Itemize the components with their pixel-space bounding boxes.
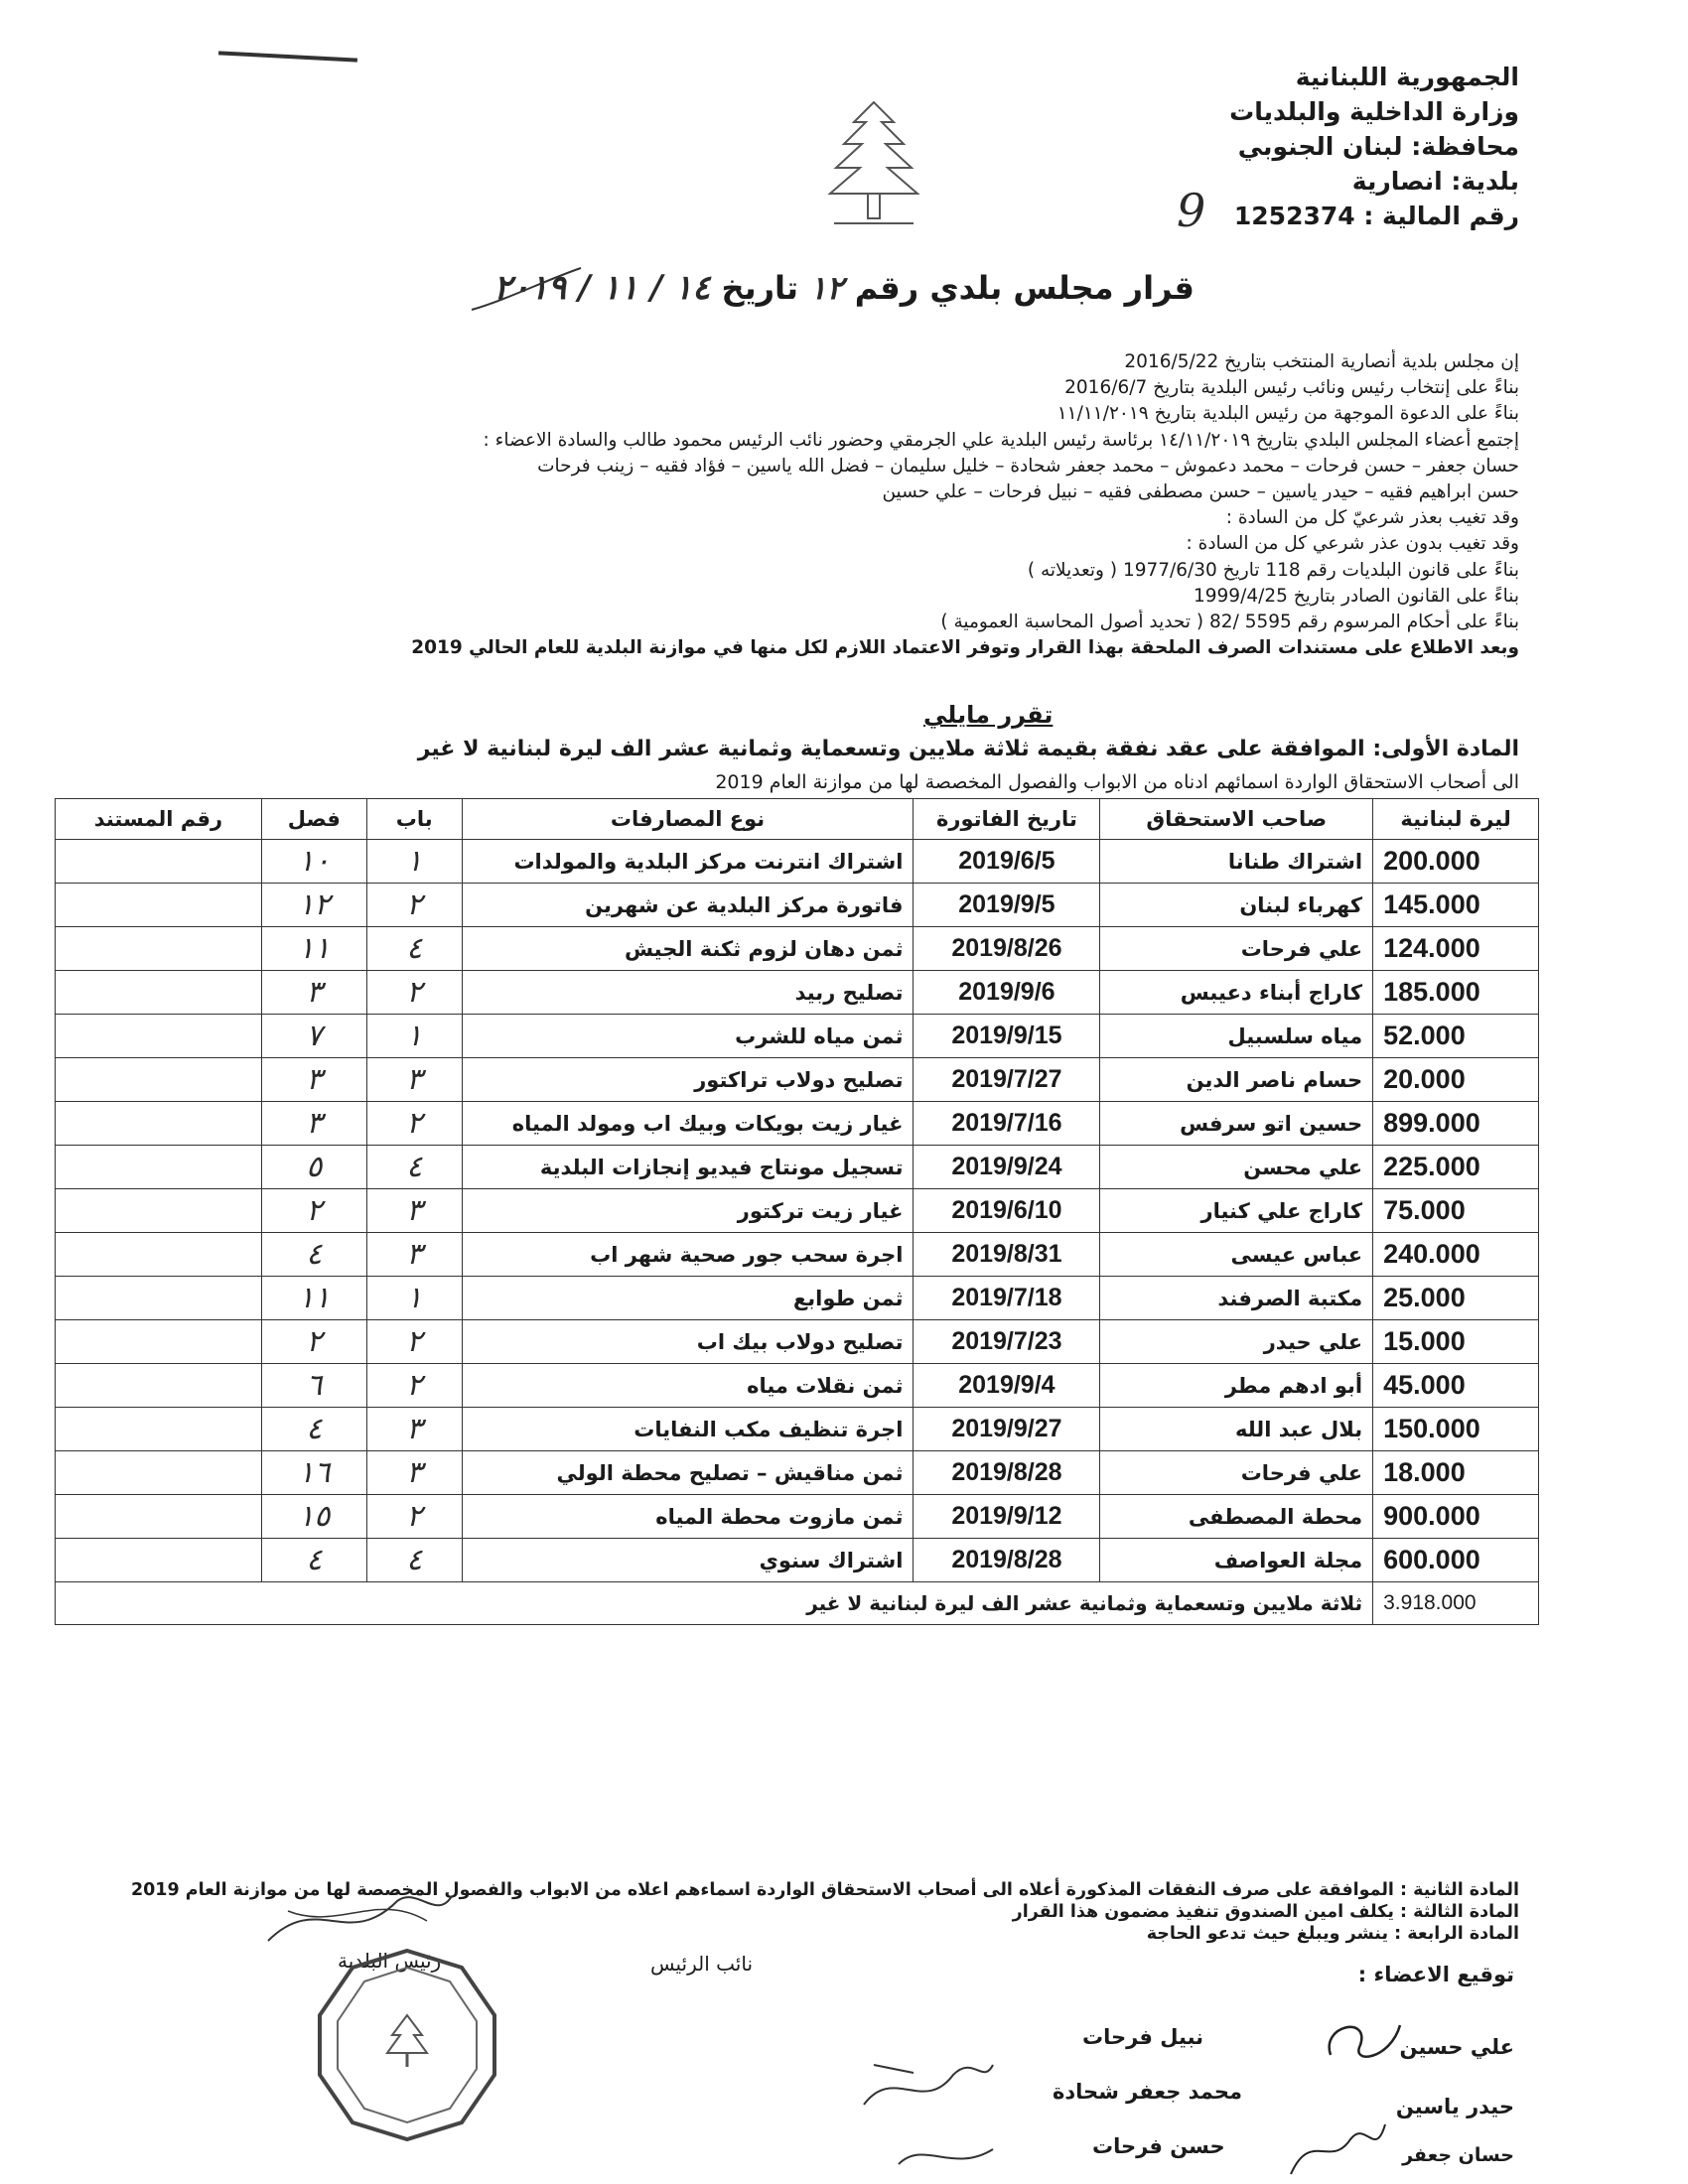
amount-cell: 18.000 — [1373, 1451, 1539, 1495]
decision-number: ١٢ — [809, 269, 844, 307]
signature-scribble — [1281, 2119, 1390, 2179]
intro-paragraph — [169, 349, 1519, 661]
chapter-cell: ١ — [366, 1015, 462, 1058]
payee-cell: علي فرحات — [1100, 1451, 1373, 1495]
member-name: حسان جعفر — [1402, 2144, 1514, 2166]
expense-type-cell: ثمن مناقيش – تصليح محطة الولي — [462, 1451, 914, 1495]
table-row — [56, 1058, 1539, 1102]
signature-scribble — [894, 2134, 1003, 2179]
invoice-date-cell: 2019/6/10 — [914, 1189, 1100, 1233]
table-row — [56, 1539, 1539, 1582]
payee-cell: كاراج علي كنيار — [1100, 1189, 1373, 1233]
doc-no-cell — [56, 1233, 262, 1277]
section-cell: ١٦ — [261, 1451, 366, 1495]
decides-heading: تقرر مايلي — [923, 701, 1054, 729]
chapter-cell: ٣ — [366, 1189, 462, 1233]
amount-cell: 15.000 — [1373, 1320, 1539, 1364]
chapter-cell: ٣ — [366, 1233, 462, 1277]
section-cell: ٢ — [261, 1189, 366, 1233]
table-row — [56, 1320, 1539, 1364]
invoice-date-cell: 2019/8/28 — [914, 1451, 1100, 1495]
expense-type-cell: تصليح ربيد — [462, 971, 914, 1015]
expense-type-cell: فاتورة مركز البلدية عن شهرين — [462, 884, 914, 927]
payee-cell: مكتبة الصرفند — [1100, 1277, 1373, 1320]
intro-line: بناءً على إنتخاب رئيس ونائب رئيس البلدية بتاريخ 2016/6/7 — [1064, 377, 1519, 399]
doc-no-cell — [56, 1364, 262, 1408]
members-signature-label: توقيع الاعضاء : — [1357, 1963, 1514, 1986]
expense-type-cell: تسجيل مونتاج فيديو إنجازات البلدية — [462, 1146, 914, 1189]
amount-cell: 75.000 — [1373, 1189, 1539, 1233]
intro-line: وبعد الاطلاع على مستندات الصرف الملحقة بهذا القرار وتوفر الاعتماد اللازم لكل منها في موازنة البلدية للعام الحالي 2019 — [411, 637, 1519, 659]
section-cell: ٣ — [261, 1102, 366, 1146]
payee-cell: مجلة العواصف — [1100, 1539, 1373, 1582]
payee-cell: كهرباء لبنان — [1100, 884, 1373, 927]
expense-type-cell: غيار زيت بويكات وبيك اب ومولد المياه — [462, 1102, 914, 1146]
article-one: المادة الأولى: الموافقة على عقد نفقة بقيمة ثلاثة ملايين وتسعماية وثمانية عشر الف ليرة لبنانية لا غير — [417, 737, 1519, 761]
table-row — [56, 971, 1539, 1015]
expense-type-cell: ثمن طوابع — [462, 1277, 914, 1320]
article-two: المادة الثانية : الموافقة على صرف النفقات المذكورة أعلاه الى أصحاب الاستحقاق الواردة اسماءهم اعلاه من الابواب والفصول المخصصة لها من موازنة العام 2019 — [130, 1880, 1519, 1900]
amount-cell: 200.000 — [1373, 840, 1539, 884]
chapter-cell: ٢ — [366, 884, 462, 927]
invoice-date-cell: 2019/6/5 — [914, 840, 1100, 884]
payee-cell: علي فرحات — [1100, 927, 1373, 971]
total-in-words: ثلاثة ملايين وتسعماية وثمانية عشر الف ليرة لبنانية لا غير — [56, 1582, 1373, 1625]
doc-no-cell — [56, 1539, 262, 1582]
cedar-emblem-icon — [814, 94, 933, 233]
invoice-date-cell: 2019/9/12 — [914, 1495, 1100, 1539]
table-row — [56, 840, 1539, 884]
section-cell: ٤ — [261, 1408, 366, 1451]
vice-president-label: نائب الرئيس — [650, 1952, 754, 1976]
signature-scribble — [854, 2045, 1003, 2124]
invoice-date-cell: 2019/8/28 — [914, 1539, 1100, 1582]
section-cell: ١٠ — [261, 840, 366, 884]
amount-cell: 240.000 — [1373, 1233, 1539, 1277]
amount-cell: 185.000 — [1373, 971, 1539, 1015]
header-doc-no: رقم المستند — [56, 799, 262, 840]
doc-no-cell — [56, 1146, 262, 1189]
member-name: نبيل فرحات — [1082, 2025, 1204, 2049]
invoice-date-cell: 2019/9/4 — [914, 1364, 1100, 1408]
table-row — [56, 1102, 1539, 1146]
header-expense-type: نوع المصارفات — [462, 799, 914, 840]
invoice-date-cell: 2019/9/24 — [914, 1146, 1100, 1189]
amount-cell: 150.000 — [1373, 1408, 1539, 1451]
chapter-cell: ٢ — [366, 1102, 462, 1146]
intro-line: بناءً على الدعوة الموجهة من رئيس البلدية بتاريخ ١١/١١/٢٠١٩ — [1056, 403, 1519, 425]
member-name: حسن فرحات — [1092, 2134, 1225, 2158]
table-row — [56, 1146, 1539, 1189]
header-section: فصل — [261, 799, 366, 840]
expense-type-cell: تصليح دولاب بيك اب — [462, 1320, 914, 1364]
amount-cell: 900.000 — [1373, 1495, 1539, 1539]
chapter-cell: ٣ — [366, 1451, 462, 1495]
section-cell: ١١ — [261, 1277, 366, 1320]
expense-type-cell: ثمن مياه للشرب — [462, 1015, 914, 1058]
intro-line: بناءً على القانون الصادر بتاريخ 1999/4/25 — [1194, 585, 1519, 607]
member-name: حيدر ياسين — [1395, 2095, 1514, 2118]
expense-type-cell: ثمن نقلات مياه — [462, 1364, 914, 1408]
total-row — [56, 1582, 1539, 1625]
invoice-date-cell: 2019/9/27 — [914, 1408, 1100, 1451]
page-number: 9 — [1177, 184, 1206, 237]
table-row — [56, 1495, 1539, 1539]
invoice-date-cell: 2019/8/31 — [914, 1233, 1100, 1277]
governorate-name: محافظة: لبنان الجنوبي — [1237, 132, 1519, 161]
table-row — [56, 1364, 1539, 1408]
doc-no-cell — [56, 1277, 262, 1320]
table-row — [56, 1451, 1539, 1495]
payee-cell: مياه سلسبيل — [1100, 1015, 1373, 1058]
intro-line: وقد تغيب بعذر شرعيّ كل من السادة : — [1225, 507, 1519, 529]
payee-cell: علي حيدر — [1100, 1320, 1373, 1364]
chapter-cell: ١ — [366, 1277, 462, 1320]
expense-type-cell: اشتراك سنوي — [462, 1539, 914, 1582]
intro-line: حسن ابراهيم فقيه – حيدر ياسين – حسن مصطفى فقيه – نبيل فرحات – علي حسين — [882, 481, 1519, 503]
payee-cell: بلال عبد الله — [1100, 1408, 1373, 1451]
title-date-label: تاريخ — [721, 269, 799, 307]
expense-type-cell: اجرة سحب جور صحية شهر اب — [462, 1233, 914, 1277]
doc-no-cell — [56, 927, 262, 971]
chapter-cell: ٤ — [366, 1539, 462, 1582]
chapter-cell: ٤ — [366, 1146, 462, 1189]
intro-line: إن مجلس بلدية أنصارية المنتخب بتاريخ 2016/5/22 — [1124, 351, 1519, 372]
section-cell: ٥ — [261, 1146, 366, 1189]
doc-no-cell — [56, 1451, 262, 1495]
table-row — [56, 1189, 1539, 1233]
section-cell: ٢ — [261, 1320, 366, 1364]
expense-type-cell: اجرة تنظيف مكب النفايات — [462, 1408, 914, 1451]
section-cell: ١٥ — [261, 1495, 366, 1539]
payee-cell: كاراج أبناء دعيبس — [1100, 971, 1373, 1015]
president-label: رئيس البلدية — [338, 1949, 442, 1973]
payee-cell: اشتراك طنانا — [1100, 840, 1373, 884]
section-cell: ١١ — [261, 927, 366, 971]
amount-cell: 45.000 — [1373, 1364, 1539, 1408]
doc-no-cell — [56, 1495, 262, 1539]
payee-cell: عباس عيسى — [1100, 1233, 1373, 1277]
doc-no-cell — [56, 1015, 262, 1058]
amount-cell: 52.000 — [1373, 1015, 1539, 1058]
payee-cell: حسام ناصر الدين — [1100, 1058, 1373, 1102]
payee-cell: علي محسن — [1100, 1146, 1373, 1189]
header-amount: ليرة لبنانية — [1373, 799, 1539, 840]
payee-cell: أبو ادهم مطر — [1100, 1364, 1373, 1408]
table-header-row — [56, 799, 1539, 840]
expense-type-cell: ثمن دهان لزوم ثكنة الجيش — [462, 927, 914, 971]
date-underline-scribble — [467, 260, 586, 320]
chapter-cell: ٢ — [366, 1320, 462, 1364]
table-row — [56, 1233, 1539, 1277]
amount-cell: 899.000 — [1373, 1102, 1539, 1146]
municipality-name: بلدية: انصارية — [1351, 167, 1519, 196]
expense-type-cell: غيار زيت تركتور — [462, 1189, 914, 1233]
signature-scribble — [1321, 2015, 1410, 2065]
payee-cell: حسين اتو سرفس — [1100, 1102, 1373, 1146]
section-cell: ٣ — [261, 971, 366, 1015]
title-text: قرار مجلس بلدي رقم — [854, 269, 1195, 307]
doc-no-cell — [56, 1102, 262, 1146]
expense-type-cell: اشتراك انترنت مركز البلدية والمولدات — [462, 840, 914, 884]
invoice-date-cell: 2019/7/27 — [914, 1058, 1100, 1102]
section-cell: ١٢ — [261, 884, 366, 927]
chapter-cell: ٢ — [366, 1364, 462, 1408]
amount-cell: 124.000 — [1373, 927, 1539, 971]
amount-cell: 225.000 — [1373, 1146, 1539, 1189]
doc-no-cell — [56, 1058, 262, 1102]
intro-line: إجتمع أعضاء المجلس البلدي بتاريخ ١٤/١١/٢٠١٩ برئاسة رئيس البلدية علي الجرمقي وحضور نائب الرئيس محمود طالب والسادة الاعضاء : — [483, 429, 1519, 451]
chapter-cell: ٤ — [366, 927, 462, 971]
expense-type-cell: تصليح دولاب تراكتور — [462, 1058, 914, 1102]
member-name: محمد جعفر شحادة — [1053, 2080, 1242, 2104]
doc-no-cell — [56, 840, 262, 884]
chapter-cell: ٣ — [366, 1058, 462, 1102]
chapter-cell: ٢ — [366, 1495, 462, 1539]
expenses-table — [55, 798, 1539, 1625]
official-stamp — [313, 1946, 501, 2144]
doc-no-cell — [56, 971, 262, 1015]
total-amount: 3.918.000 — [1373, 1582, 1539, 1625]
intro-line: بناءً على قانون البلديات رقم 118 تاريخ 1977/6/30 ( وتعديلاته ) — [1027, 559, 1519, 581]
intro-line: بناءً على أحكام المرسوم رقم 5595 /82 ( تحديد أصول المحاسبة العمومية ) — [940, 612, 1519, 633]
chapter-cell: ٢ — [366, 971, 462, 1015]
country-name: الجمهورية اللبنانية — [1295, 63, 1519, 91]
finance-number: رقم المالية : 1252374 — [1233, 202, 1519, 230]
section-cell: ٤ — [261, 1539, 366, 1582]
section-cell: ٧ — [261, 1015, 366, 1058]
table-row — [56, 1408, 1539, 1451]
handwritten-date: ١٤ / ١١ / ٢٠١٩ — [493, 268, 711, 308]
member-name: علي حسين — [1399, 2035, 1514, 2059]
doc-no-cell — [56, 1320, 262, 1364]
article-three: المادة الثالثة : يكلف امين الصندوق تنفيذ مضمون هذا القرار — [1012, 1902, 1519, 1922]
invoice-date-cell: 2019/7/16 — [914, 1102, 1100, 1146]
article-one-continued: الى أصحاب الاستحقاق الواردة اسمائهم ادناه من الابواب والفصول المخصصة لها من موازنة العام 2019 — [715, 771, 1519, 793]
invoice-date-cell: 2019/9/6 — [914, 971, 1100, 1015]
invoice-date-cell: 2019/7/18 — [914, 1277, 1100, 1320]
invoice-date-cell: 2019/8/26 — [914, 927, 1100, 971]
section-cell: ٤ — [261, 1233, 366, 1277]
section-cell: ٣ — [261, 1058, 366, 1102]
ministry-name: وزارة الداخلية والبلديات — [1229, 97, 1519, 126]
doc-no-cell — [56, 884, 262, 927]
table-row — [56, 927, 1539, 971]
expense-type-cell: ثمن مازوت محطة المياه — [462, 1495, 914, 1539]
amount-cell: 20.000 — [1373, 1058, 1539, 1102]
header-chapter: باب — [366, 799, 462, 840]
invoice-date-cell: 2019/9/5 — [914, 884, 1100, 927]
intro-line: وقد تغيب بدون عذر شرعي كل من السادة : — [1186, 533, 1519, 555]
amount-cell: 25.000 — [1373, 1277, 1539, 1320]
header-invoice-date: تاريخ الفاتورة — [914, 799, 1100, 840]
handwritten-dash — [218, 51, 357, 62]
table-row — [56, 1277, 1539, 1320]
letterhead — [1229, 60, 1519, 233]
chapter-cell: ١ — [366, 840, 462, 884]
doc-no-cell — [56, 1408, 262, 1451]
table-row — [56, 884, 1539, 927]
amount-cell: 600.000 — [1373, 1539, 1539, 1582]
article-four: المادة الرابعة : ينشر ويبلغ حيث تدعو الحاجة — [1146, 1924, 1519, 1944]
intro-line: حسان جعفر – حسن فرحات – محمد دعموش – محمد جعفر شحادة – خليل سليمان – فضل الله ياسين – فؤاد فقيه – زينب فرحات — [537, 455, 1519, 477]
payee-cell: محطة المصطفى — [1100, 1495, 1373, 1539]
chapter-cell: ٣ — [366, 1408, 462, 1451]
invoice-date-cell: 2019/7/23 — [914, 1320, 1100, 1364]
header-payee: صاحب الاستحقاق — [1100, 799, 1373, 840]
doc-no-cell — [56, 1189, 262, 1233]
section-cell: ٦ — [261, 1364, 366, 1408]
amount-cell: 145.000 — [1373, 884, 1539, 927]
table-row — [56, 1015, 1539, 1058]
invoice-date-cell: 2019/9/15 — [914, 1015, 1100, 1058]
